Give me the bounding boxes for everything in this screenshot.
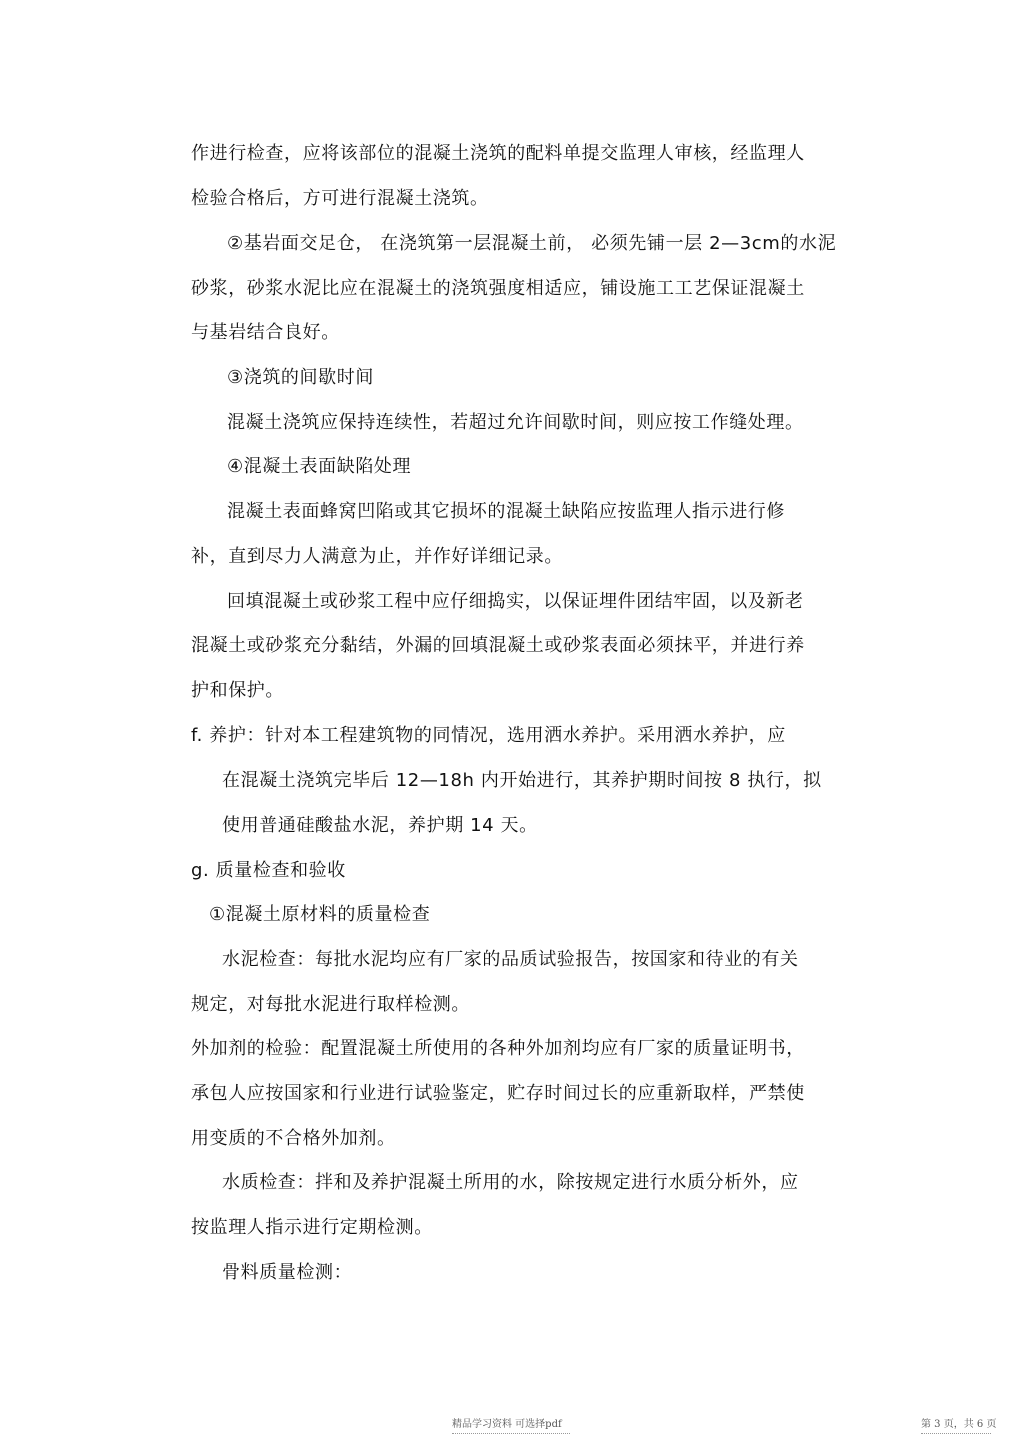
text-line: 作进行检查，应将该部位的混凝土浇筑的配料单提交监理人审核，经监理人 <box>191 143 805 164</box>
page-number: 第 3 页，共 6 页 <box>921 1419 997 1430</box>
text-line: 水质检查：拌和及养护混凝土所用的水，除按规定进行水质分析外，应 <box>222 1172 799 1193</box>
text-line: 用变质的不合格外加剂。 <box>191 1128 396 1149</box>
text-line: ③浇筑的间歇时间 <box>227 367 374 388</box>
footer-left-divider <box>452 1433 570 1434</box>
text-line: g. 质量检查和验收 <box>191 860 346 881</box>
text-line: 规定，对每批水泥进行取样检测。 <box>191 994 470 1015</box>
text-line: 护和保护。 <box>191 680 284 701</box>
text-line: 承包人应按国家和行业进行试验鉴定，贮存时间过长的应重新取样，严禁使 <box>191 1083 805 1104</box>
text-line: 补，直到尽力人满意为止，并作好详细记录。 <box>191 546 563 567</box>
text-line: 在混凝土浇筑完毕后 12—18h 内开始进行，其养护期时间按 8 执行，拟 <box>222 770 822 791</box>
text-line: 检验合格后，方可进行混凝土浇筑。 <box>191 188 489 209</box>
text-line: 按监理人指示进行定期检测。 <box>191 1217 433 1238</box>
text-line: 与基岩结合良好。 <box>191 322 340 343</box>
text-line: 混凝土表面蜂窝凹陷或其它损坏的混凝土缺陷应按监理人指示进行修 <box>227 501 785 522</box>
footer-right-divider <box>921 1433 991 1434</box>
text-line: 外加剂的检验：配置混凝土所使用的各种外加剂均应有厂家的质量证明书， <box>191 1038 805 1059</box>
text-line: 水泥检查：每批水泥均应有厂家的品质试验报告，按国家和待业的有关 <box>222 949 799 970</box>
text-line: ②基岩面交足仓， 在浇筑第一层混凝土前， 必须先铺一层 2—3cm的水泥 <box>227 233 837 254</box>
text-line: 混凝土浇筑应保持连续性，若超过允许间歇时间，则应按工作缝处理。 <box>227 412 804 433</box>
footer-left-text: 精品学习资料 可选择pdf <box>452 1419 562 1430</box>
text-line: ④混凝土表面缺陷处理 <box>227 456 412 477</box>
text-line: ①混凝土原材料的质量检查 <box>209 904 431 925</box>
text-line: 使用普通硅酸盐水泥，养护期 14 天。 <box>222 815 538 836</box>
text-line: f. 养护：针对本工程建筑物的同情况，选用洒水养护。采用洒水养护，应 <box>191 725 786 746</box>
text-line: 混凝土或砂浆充分黏结，外漏的回填混凝土或砂浆表面必须抹平，并进行养 <box>191 635 805 656</box>
text-line: 砂浆，砂浆水泥比应在混凝土的浇筑强度相适应，铺设施工工艺保证混凝土 <box>191 278 805 299</box>
text-line: 骨料质量检测： <box>222 1262 353 1283</box>
text-line: 回填混凝土或砂浆工程中应仔细捣实，以保证埋件团结牢固，以及新老 <box>227 591 804 612</box>
